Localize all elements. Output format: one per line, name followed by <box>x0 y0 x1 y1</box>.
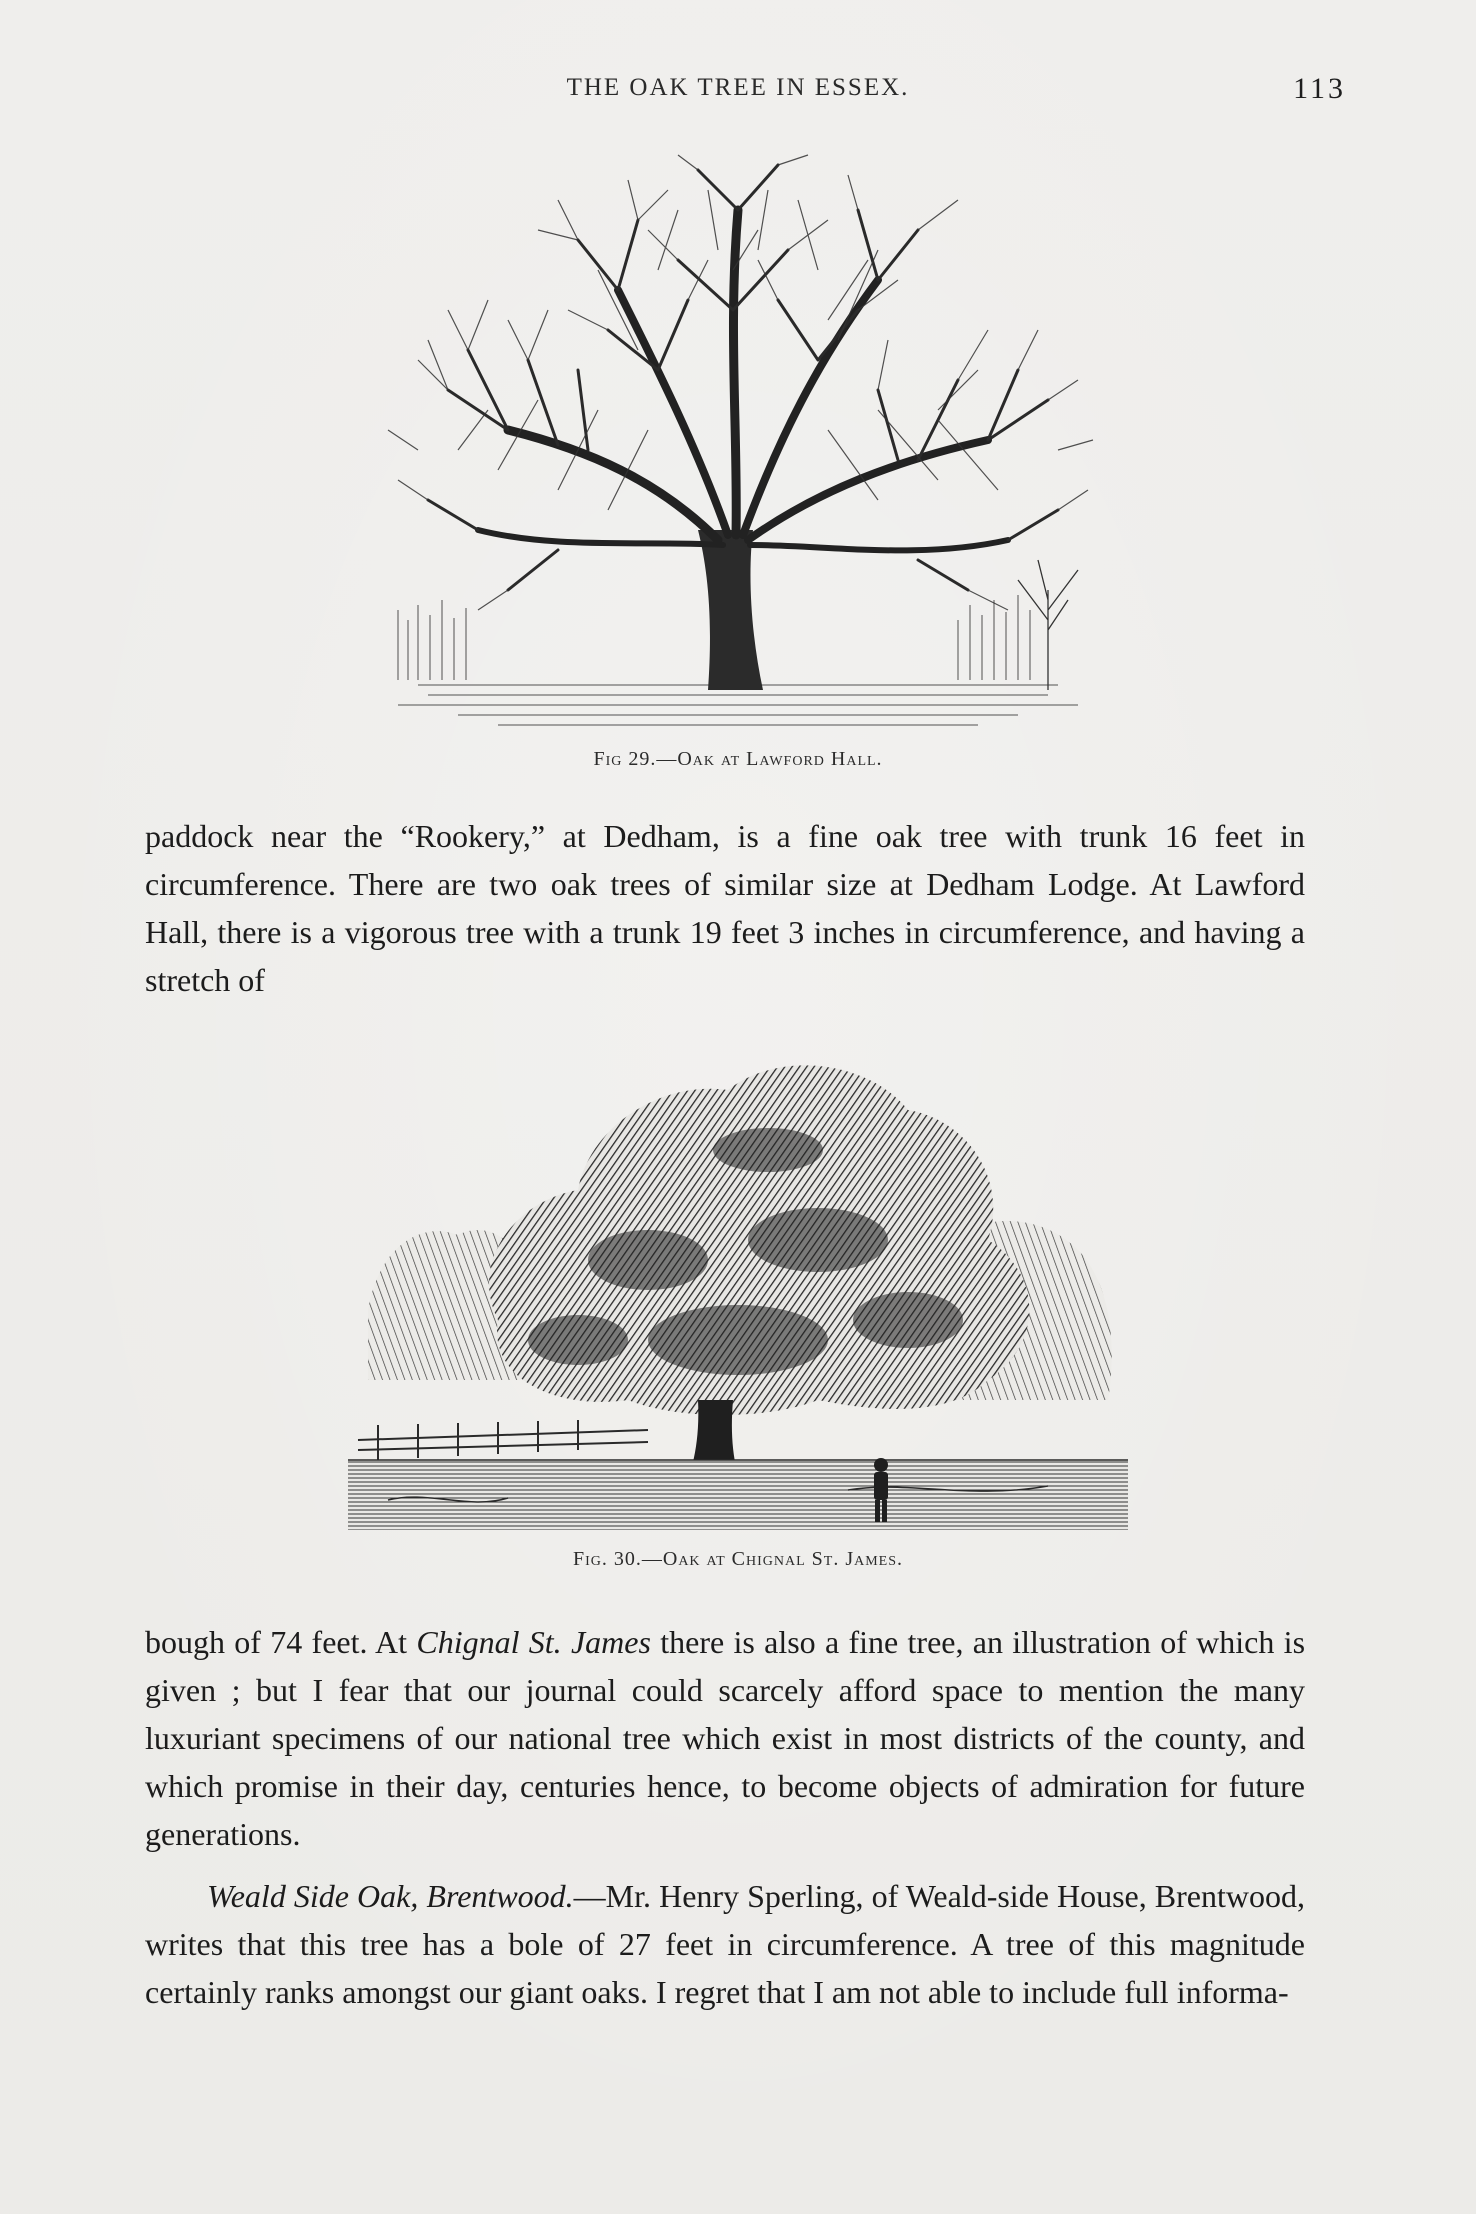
tree-name-heading: Weald Side Oak, Brentwood. <box>207 1878 574 1914</box>
text-run: bough of 74 feet. At <box>145 1624 417 1660</box>
text-run: —Mr. Henry Sperling, of Weald-side House, Brentwood, writes that this tree has a bole of 27 feet in circumference. A tree of this magnitude certainly ranks amongst our giant oaks. I regret that I am not able to include full informa- <box>145 1878 1306 2010</box>
paragraph-weald-side-oak <box>145 1872 1305 2016</box>
leafy-oak-tree-illustration <box>348 1020 1128 1530</box>
figure-oak-lawford-hall <box>0 150 1476 730</box>
body-paragraph-2 <box>145 1618 1305 2016</box>
text-run: there is also a fine tree, an illustration of which is given ; but I fear that our journal could scarcely afford space to mention the many luxuriant specimens of our national tree which exist in most districts of the county, and which promise in their day, centuries hence, to become objects of admiration for future generations. <box>145 1624 1306 1852</box>
bare-oak-tree-illustration <box>358 150 1118 730</box>
figure-oak-chignal-st-james <box>0 1020 1476 1530</box>
page-number: 113 <box>1293 72 1346 105</box>
place-name: Chignal St. James <box>416 1624 651 1660</box>
paragraph-text <box>145 1618 1305 1858</box>
paragraph-text: paddock near the “Rookery,” at Dedham, is a fine oak tree with trunk 16 feet in circumference. There are two oak trees of similar size at Dedham Lodge. At Lawford Hall, there is a vigorous tree with a trunk 19 feet 3 inches in circumference, and having a stretch of <box>145 818 1305 998</box>
figure-29-caption: Fig 29.—Oak at Lawford Hall. <box>593 748 883 770</box>
body-paragraph-1 <box>145 812 1305 1004</box>
running-title: THE OAK TREE IN ESSEX. <box>566 74 910 101</box>
figure-30-caption: Fig. 30.—Oak at Chignal St. James. <box>572 1548 904 1570</box>
